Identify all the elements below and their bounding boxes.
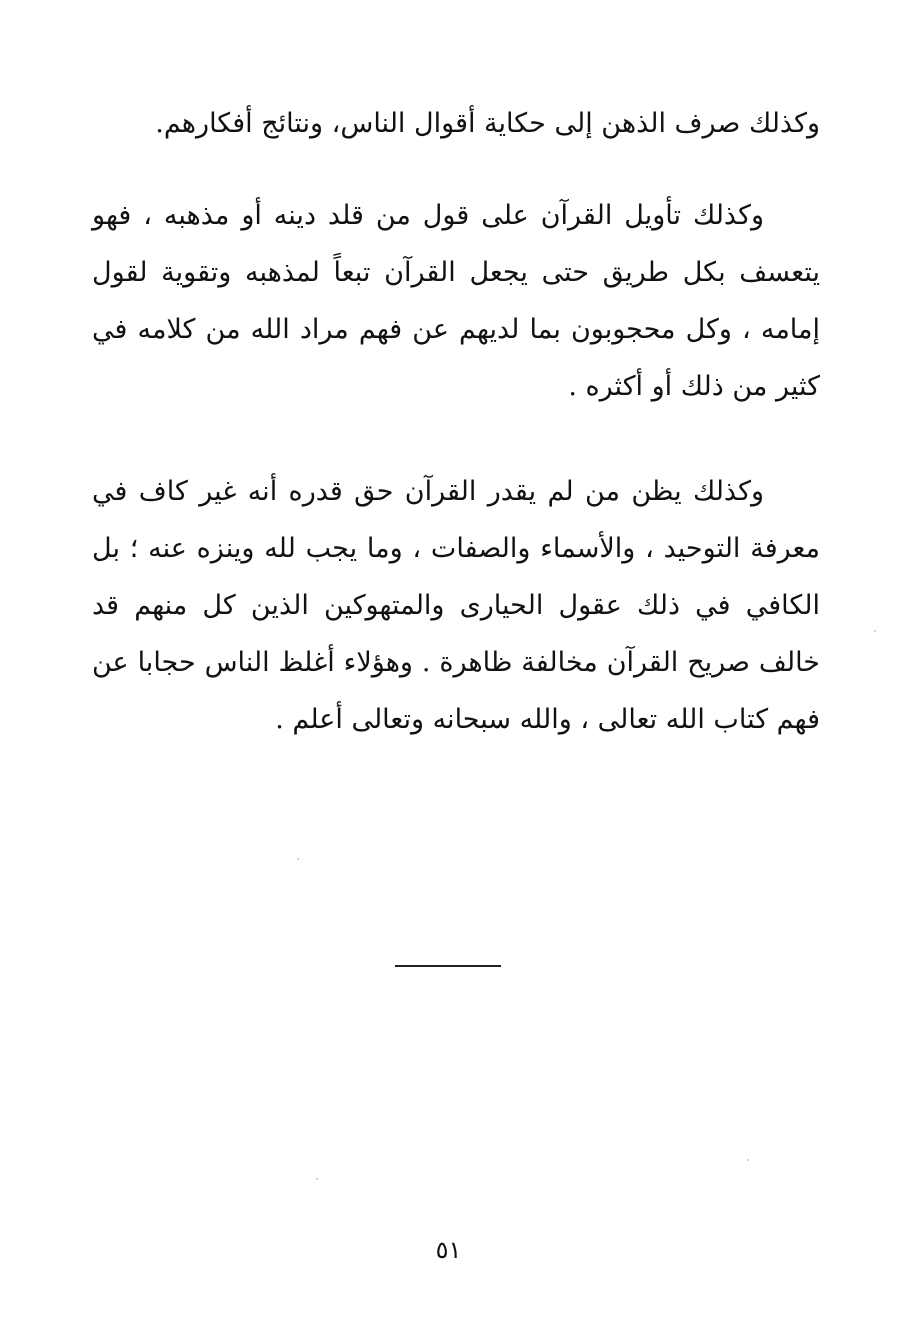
separator-line: [395, 965, 501, 967]
page-number: ٥١: [435, 1236, 462, 1264]
paragraph-2: وكذلك تأويل القرآن على قول من قلد دينه أو مذهبه ، فهو يتعسف بكل طريق حتى يجعل القرآن تبعاً لمذهبه وتقوية لقول إمامه ، وكل محجوبون بما لديهم عن فهم مراد الله من كلامه في كثير من ذلك أو أكثره .: [92, 200, 820, 402]
paragraph-1: وكذلك صرف الذهن إلى حكاية أقوال الناس، ونتائج أفكارهم.: [155, 108, 820, 139]
paper-speck: [874, 630, 876, 632]
paper-speck: [297, 858, 299, 860]
paper-speck: [747, 1159, 749, 1161]
paragraph-3: وكذلك يظن من لم يقدر القرآن حق قدره أنه غير كاف في معرفة التوحيد ، والأسماء والصفات ، وما يجب لله وينزه عنه ؛ بل الكافي في ذلك عقول الحيارى والمتهوكين الذين كل منهم قد خالف صريح القرآن مخالفة ظاهرة . وهؤلاء أغلظ الناس حجابا عن فهم كتاب الله تعالى ، والله سبحانه وتعالى أعلم .: [92, 476, 820, 735]
paper-speck: [316, 1178, 318, 1180]
